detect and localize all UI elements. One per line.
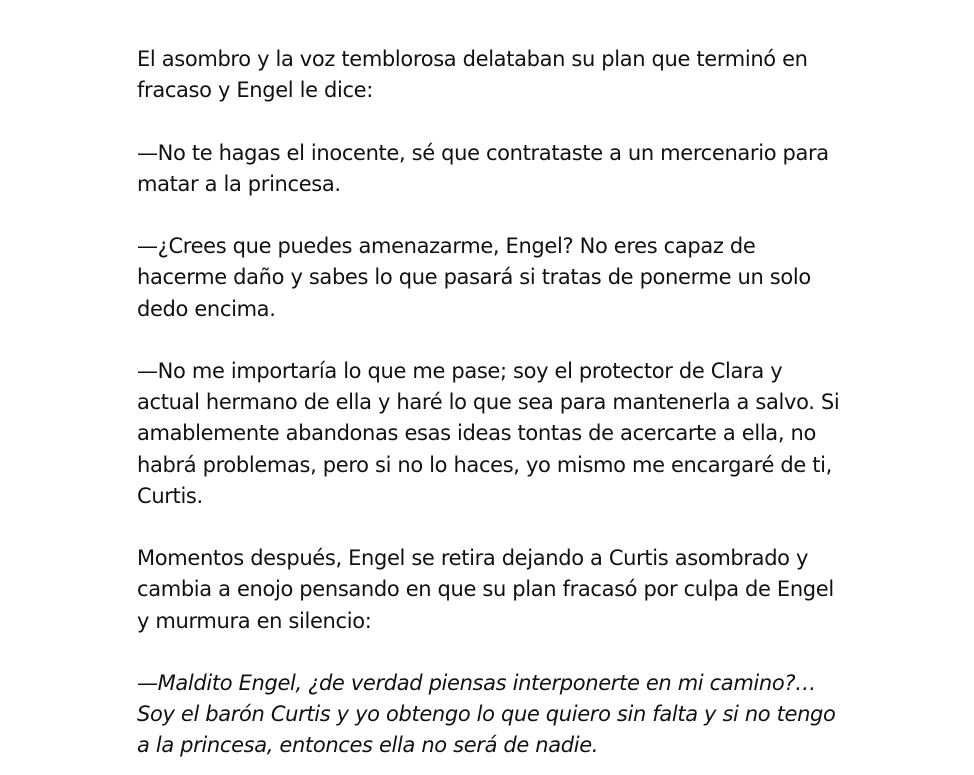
text-line: y murmura en silencio:	[137, 608, 372, 633]
text-line: —Maldito Engel, ¿de verdad piensas interponerte en mi camino?…	[137, 670, 816, 695]
text-line: hacerme daño y sabes lo que pasará si tratas de ponerme un solo	[137, 265, 811, 290]
paragraph-narration-2	[137, 543, 852, 637]
paragraph-dialogue-engel-2	[137, 356, 852, 512]
text-line: Curtis.	[137, 483, 203, 508]
text-line: —¿Crees que puedes amenazarme, Engel? No eres capaz de	[137, 234, 756, 259]
text-line: —No me importaría lo que me pase; soy el protector de Clara y	[137, 358, 783, 383]
paragraph-dialogue-curtis-1	[137, 231, 852, 325]
text-line: cambia a enojo pensando en que su plan fracasó por culpa de Engel	[137, 577, 834, 602]
text-line: actual hermano de ella y haré lo que sea para mantenerla a salvo. Si	[137, 390, 840, 415]
text-line: El asombro y la voz temblorosa delataban su plan que terminó en	[137, 47, 808, 71]
paragraph-dialogue-engel-1	[137, 138, 852, 200]
text-line: Soy el barón Curtis y yo obtengo lo que quiero sin falta y si no tengo	[137, 702, 836, 727]
paragraph-inner-monologue-curtis	[137, 668, 852, 762]
text-line: a la princesa, entonces ella no será de nadie.	[137, 733, 599, 758]
text-line: fracaso y Engel le dice:	[137, 78, 373, 103]
document-text	[137, 44, 852, 762]
text-line: habrá problemas, pero si no lo haces, yo mismo me encargaré de ti,	[137, 452, 832, 477]
text-line: matar a la princesa.	[137, 171, 341, 196]
text-line: amablemente abandonas esas ideas tontas de acercarte a ella, no	[137, 421, 816, 446]
paragraph-narration-1	[137, 44, 852, 106]
text-line: dedo encima.	[137, 296, 276, 321]
text-line: Momentos después, Engel se retira dejando a Curtis asombrado y	[137, 546, 809, 571]
text-line: —No te hagas el inocente, sé que contrataste a un mercenario para	[137, 140, 829, 165]
